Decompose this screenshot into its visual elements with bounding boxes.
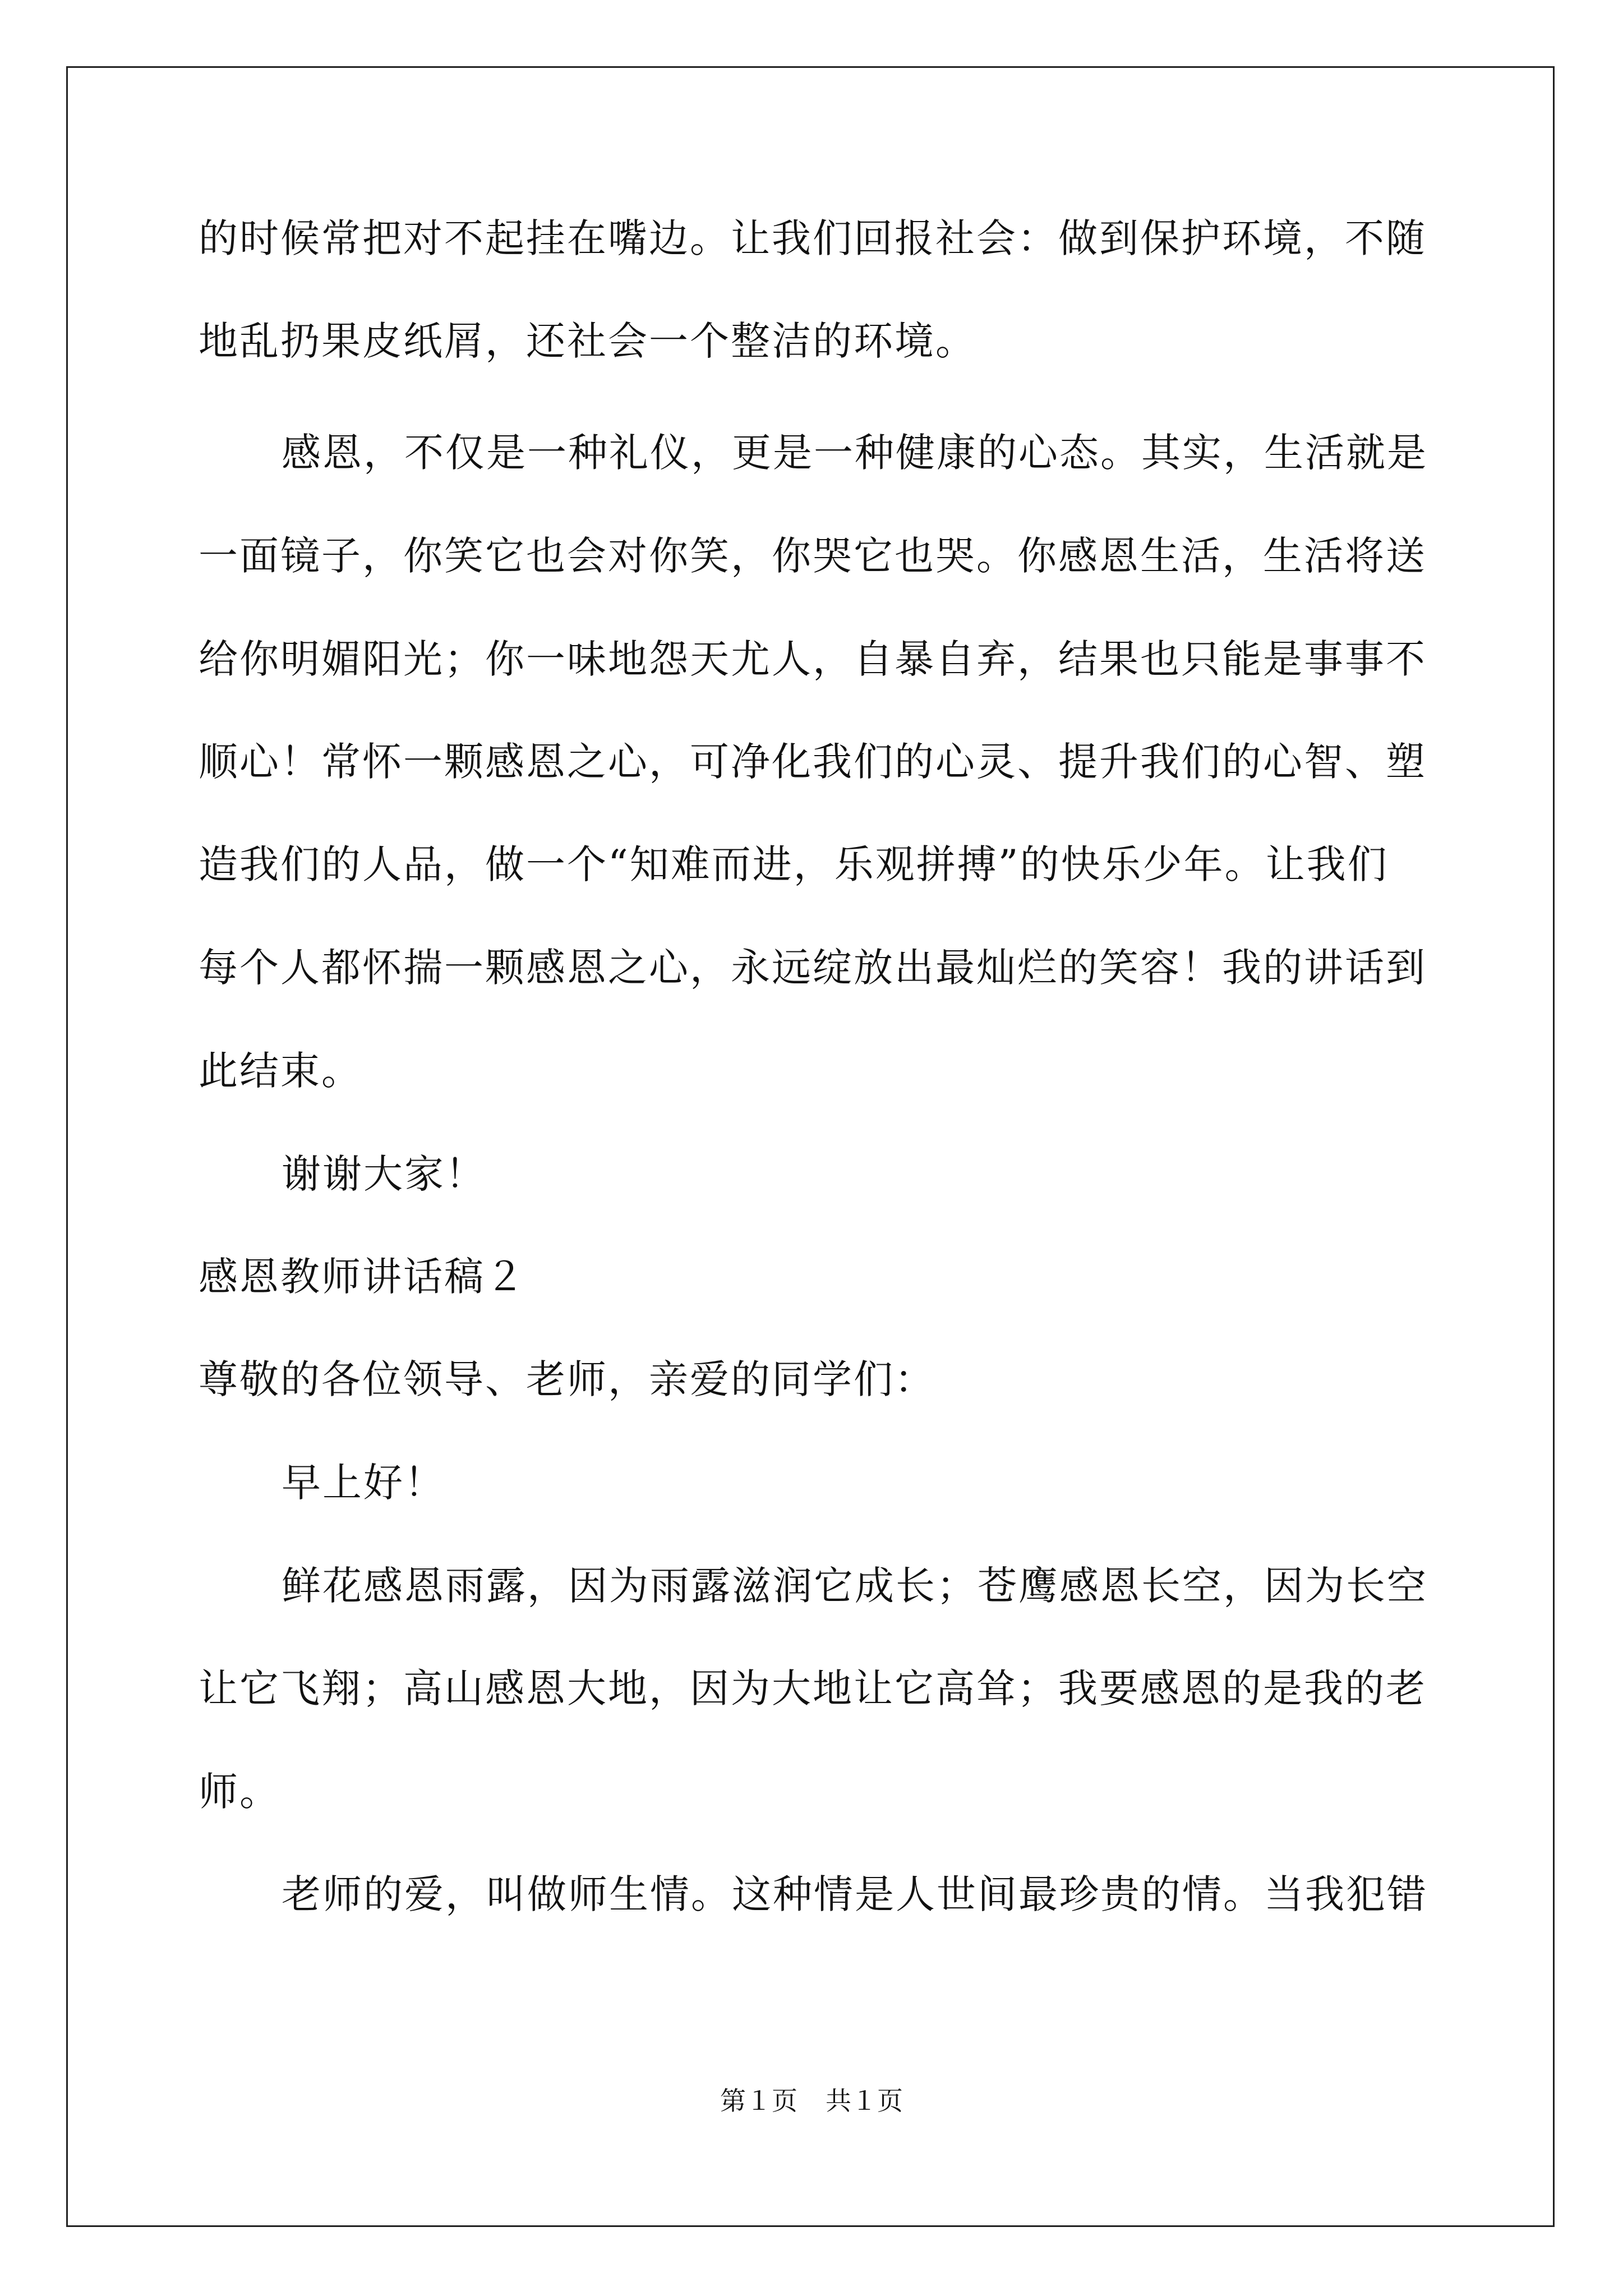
salutation: 尊敬的各位领导、老师，亲爱的同学们：	[199, 1356, 935, 1402]
text-line: 师。	[199, 1769, 280, 1815]
text-line: 地乱扔果皮纸屑，还社会一个整洁的环境。	[199, 318, 976, 364]
text-line: 的时候常把对不起挂在嘴边。让我们回报社会：做到保护环境，不随	[199, 215, 1427, 261]
text-line: 谢谢大家！	[282, 1151, 486, 1197]
text-line: 造我们的人品，做一个“知难而进，乐观拼搏”的快乐少年。让我们	[199, 841, 1389, 887]
text-line: 此结束。	[199, 1048, 362, 1094]
text-line: 每个人都怀揣一颗感恩之心，永远绽放出最灿烂的笑容！我的讲话到	[199, 945, 1427, 991]
text-line: 一面镜子，你笑它也会对你笑，你哭它也哭。你感恩生活，生活将送	[199, 533, 1427, 579]
text-line: 感恩，不仅是一种礼仪，更是一种健康的心态。其实，生活就是	[282, 430, 1428, 476]
page-count: 共１页	[826, 2086, 903, 2116]
greeting: 早上好！	[282, 1460, 445, 1506]
text-line: 鲜花感恩雨露，因为雨露滋润它成长；苍鹰感恩长空，因为长空	[282, 1563, 1428, 1609]
text-line: 顺心！常怀一颗感恩之心，可净化我们的心灵、提升我们的心智、塑	[199, 739, 1427, 785]
text-line: 老师的爱，叫做师生情。这种情是人世间最珍贵的情。当我犯错	[282, 1871, 1428, 1917]
page-number: 第１页	[720, 2086, 797, 2116]
page-footer	[0, 2084, 1623, 2118]
text-line: 让它飞翔；高山感恩大地，因为大地让它高耸；我要感恩的是我的老	[199, 1665, 1427, 1711]
section-heading: 感恩教师讲话稿２	[199, 1254, 526, 1300]
text-line: 给你明媚阳光；你一味地怨天尤人，自暴自弃，结果也只能是事事不	[199, 636, 1427, 682]
